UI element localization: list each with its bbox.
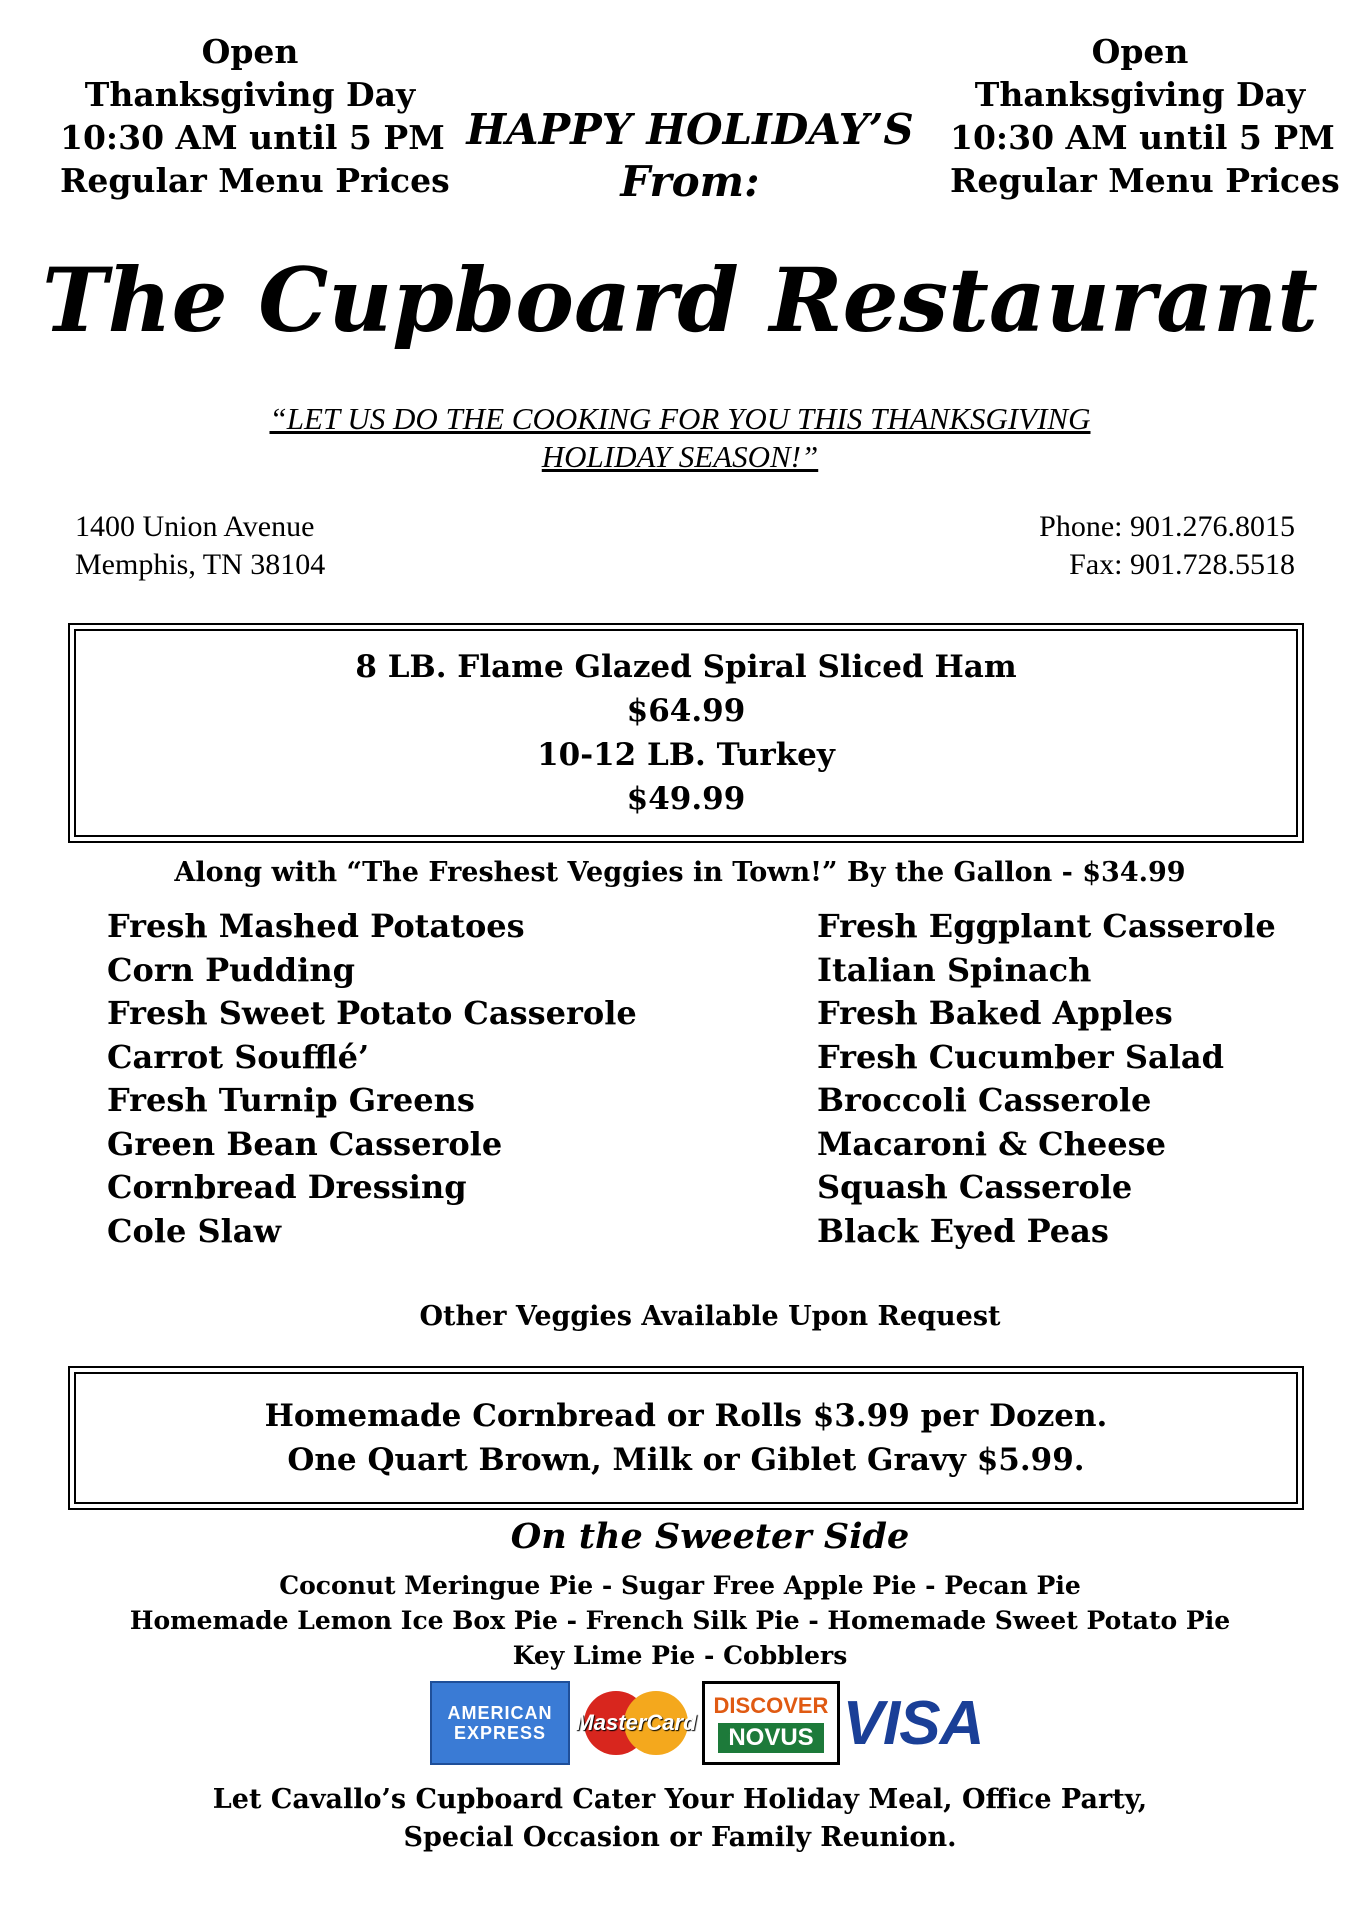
pies-list xyxy=(0,1568,1360,1673)
list-item: Corn Pudding xyxy=(107,950,355,989)
address-street: 1400 Union Avenue xyxy=(75,510,315,543)
entree-turkey-price: $49.99 xyxy=(626,781,746,817)
greeting-line-2: From: xyxy=(620,157,760,206)
list-item: Fresh Eggplant Casserole xyxy=(817,907,1276,945)
pies-line: Homemade Lemon Ice Box Pie - French Silk Pie - Homemade Sweet Potato Pie xyxy=(129,1606,1231,1635)
entree-box xyxy=(68,623,1304,843)
list-item: Fresh Cucumber Salad xyxy=(817,1037,1224,1076)
list-item: Carrot Soufflé’ xyxy=(107,1037,370,1076)
other-veggies-note: Other Veggies Available Upon Request xyxy=(419,1301,1001,1332)
visa-logo: VISA xyxy=(842,1688,984,1758)
list-item: Black Eyed Peas xyxy=(817,1211,1109,1250)
hours-line: Regular Menu Prices xyxy=(950,161,1340,200)
entree-ham-name: 8 LB. Flame Glazed Spiral Sliced Ham xyxy=(355,649,1017,685)
hours-line: 10:30 AM until 5 PM xyxy=(60,118,445,157)
phone-number: Phone: 901.276.8015 xyxy=(1039,510,1295,543)
hours-line: Thanksgiving Day xyxy=(84,75,416,114)
breads-box xyxy=(68,1366,1304,1510)
list-item: Cornbread Dressing xyxy=(107,1168,467,1206)
catering-line: Let Cavallo’s Cupboard Cater Your Holiday Meal, Office Party, xyxy=(212,1784,1148,1815)
hours-notice-right xyxy=(950,30,1340,202)
list-item: Cole Slaw xyxy=(107,1211,282,1250)
catering-line: Special Occasion or Family Reunion. xyxy=(403,1822,957,1853)
entree-ham-price: $64.99 xyxy=(626,693,746,729)
fax-number: Fax: 901.728.5518 xyxy=(1069,548,1295,581)
list-item: Fresh Turnip Greens xyxy=(107,1081,475,1119)
list-item: Broccoli Casserole xyxy=(817,1081,1152,1119)
hours-line: Open xyxy=(201,32,299,71)
tagline-line-1: “LET US DO THE COOKING FOR YOU THIS THANKSGIVING xyxy=(269,401,1091,436)
hours-line: Open xyxy=(1091,32,1189,71)
amex-logo: AMERICAN EXPRESS xyxy=(430,1681,570,1765)
veggies-list-left xyxy=(107,905,637,1253)
list-item: Green Bean Casserole xyxy=(107,1124,503,1163)
veggies-intro: Along with “The Freshest Veggies in Town!” By the Gallon - $34.99 xyxy=(174,857,1186,888)
catering-note xyxy=(0,1781,1360,1857)
pies-line: Coconut Meringue Pie - Sugar Free Apple Pie - Pecan Pie xyxy=(279,1571,1081,1600)
list-item: Fresh Sweet Potato Casserole xyxy=(107,994,637,1032)
list-item: Fresh Baked Apples xyxy=(817,994,1173,1032)
tagline xyxy=(180,400,1180,476)
hours-line: Regular Menu Prices xyxy=(60,161,450,200)
veggies-list-right xyxy=(817,905,1276,1253)
address-block xyxy=(75,508,325,584)
entree-turkey-name: 10-12 LB. Turkey xyxy=(537,737,835,773)
pies-line: Key Lime Pie - Cobblers xyxy=(512,1641,848,1670)
discover-logo: DISCOVER NOVUS xyxy=(702,1681,840,1765)
list-item: Macaroni & Cheese xyxy=(817,1124,1166,1163)
sweeter-side-heading: On the Sweeter Side xyxy=(510,1516,910,1557)
hours-line: Thanksgiving Day xyxy=(974,75,1306,114)
list-item: Italian Spinach xyxy=(817,950,1092,989)
contact-block xyxy=(1039,508,1295,584)
payment-cards xyxy=(430,1678,982,1768)
address-city: Memphis, TN 38104 xyxy=(75,548,326,581)
holiday-greeting xyxy=(440,104,940,208)
hours-notice-left xyxy=(60,30,450,202)
gravy-line: One Quart Brown, Milk or Giblet Gravy $5.99. xyxy=(287,1442,1085,1478)
hours-line: 10:30 AM until 5 PM xyxy=(950,118,1335,157)
tagline-line-2: HOLIDAY SEASON!” xyxy=(541,439,819,474)
greeting-line-1: HAPPY HOLIDAY’S xyxy=(466,105,914,154)
restaurant-name: The Cupboard Restaurant xyxy=(42,248,1318,352)
breads-line: Homemade Cornbread or Rolls $3.99 per Dozen. xyxy=(264,1398,1108,1434)
list-item: Squash Casserole xyxy=(817,1168,1133,1206)
mastercard-logo: MasterCard xyxy=(574,1681,698,1765)
list-item: Fresh Mashed Potatoes xyxy=(107,907,525,945)
